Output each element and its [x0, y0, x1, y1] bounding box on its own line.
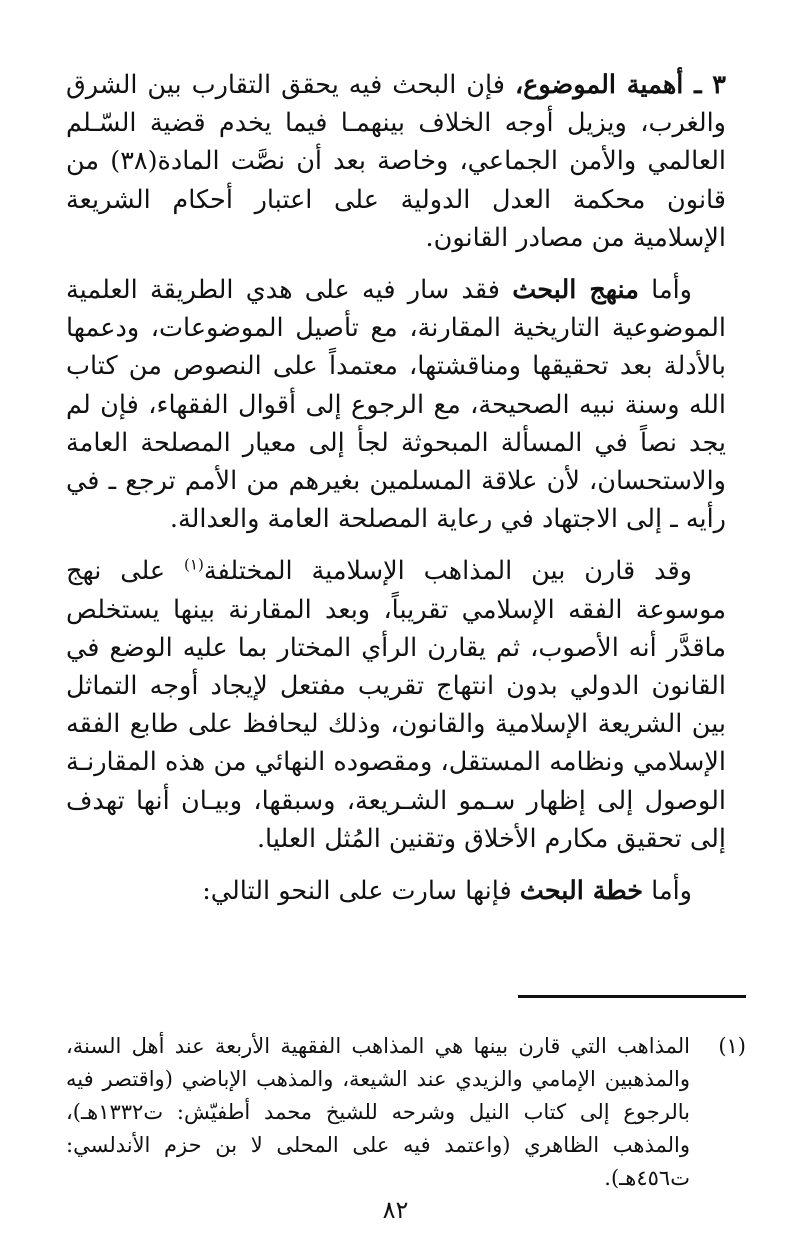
paragraph-text: وقد قارن بين المذاهب الإسلامية المختلفة: [203, 556, 692, 587]
footnote-text: المذاهب التي قارن بينها هي المذاهب الفقهية الأربعة عند أهل السنة، والمذهبين الإمامي والزيدي عند الشيعة، والمذهب الإباضي (واقتصر فيه بالرجوع إلى كتاب النيل وشرحه للشيخ محمد أطفيّش: ت١٣٣٢هـ)، والمذهب الظاهري (واعتمد فيه على المحلى لا بن حزم الأندلسي: ت٤٥٦هـ).: [66, 1034, 690, 1190]
paragraph-text: على نهج موسوعة الفقه الإسلامي تقريباً، وبعد المقارنة بينها يستخلص ماقدَّر أنه الأصوب، ثم يقارن الرأي المختار بما عليه الوضع في القانون الدولي بدون انتهاج تقريب مفتعل لإيجاد أوجه التماثل بين الشريعة الإسلامية والقانون، وذلك ليحافظ على طابع الفقه الإسلامي ونظامه المستقل، ومقصوده النهائي من هذه المقارنـة الوصول إلى إظهار سـمو الشـريعة، وسبقها، وبيـان أنها تهدف إلى تحقيق مكارم الأخلاق وتقنين المُثل العليا.: [66, 556, 726, 854]
paragraph-research-method: [66, 271, 726, 538]
footnote: [66, 1030, 746, 1195]
paragraph-topic-importance: [66, 66, 726, 257]
paragraph-lead: منهج البحث: [512, 275, 639, 306]
paragraph-text: فإن البحث فيه يحقق التقارب بين الشرق والغرب، ويزيل أوجه الخلاف بينهمـا فيما يخدم قضية السّـلم العالمي والأمن الجماعي، وخاصة بعد أن نصَّت المادة(٣٨) من قانون محكمة العدل الدولية على اعتبار أحكام الشريعة الإسلامية من مصادر القانون.: [66, 70, 727, 253]
paragraph-prefix: وأما: [643, 876, 692, 907]
paragraph-research-plan: [66, 872, 726, 910]
paragraph-text: فقد سار فيه على هدي الطريقة العلمية الموضوعية التاريخية المقارنة، مع تأصيل الموضوعات، ودعمها بالأدلة بعد تحقيقها ومناقشتها، معتمداً على النصوص من كتاب الله وسنة نبيه الصحيحة، مع الرجوع إلى أقوال الفقهاء، فإن لم يجد نصاً في المسألة المبحوثة لجأ إلى معيار المصلحة العامة والاستحسان، لأن علاقة المسلمين بغيرهم من الأمم ترجع ـ في رأيه ـ إلى الاجتهاد في رعاية المصلحة العامة والعدالة.: [66, 275, 726, 535]
footnote-number: (١): [718, 1034, 746, 1058]
footnote-separator: [518, 995, 746, 998]
main-text: [66, 66, 726, 924]
paragraph-lead: خطة البحث: [519, 876, 644, 907]
paragraph-text: فإنها سارت على النحو التالي:: [202, 876, 520, 907]
paragraph-comparison: [66, 552, 726, 858]
paragraph-lead: ٣ ـ أهمية الموضوع،: [514, 70, 726, 100]
footnote-reference[interactable]: (١): [184, 555, 204, 574]
page-number: ٨٢: [382, 1196, 409, 1224]
paragraph-prefix: وأما: [638, 275, 692, 306]
